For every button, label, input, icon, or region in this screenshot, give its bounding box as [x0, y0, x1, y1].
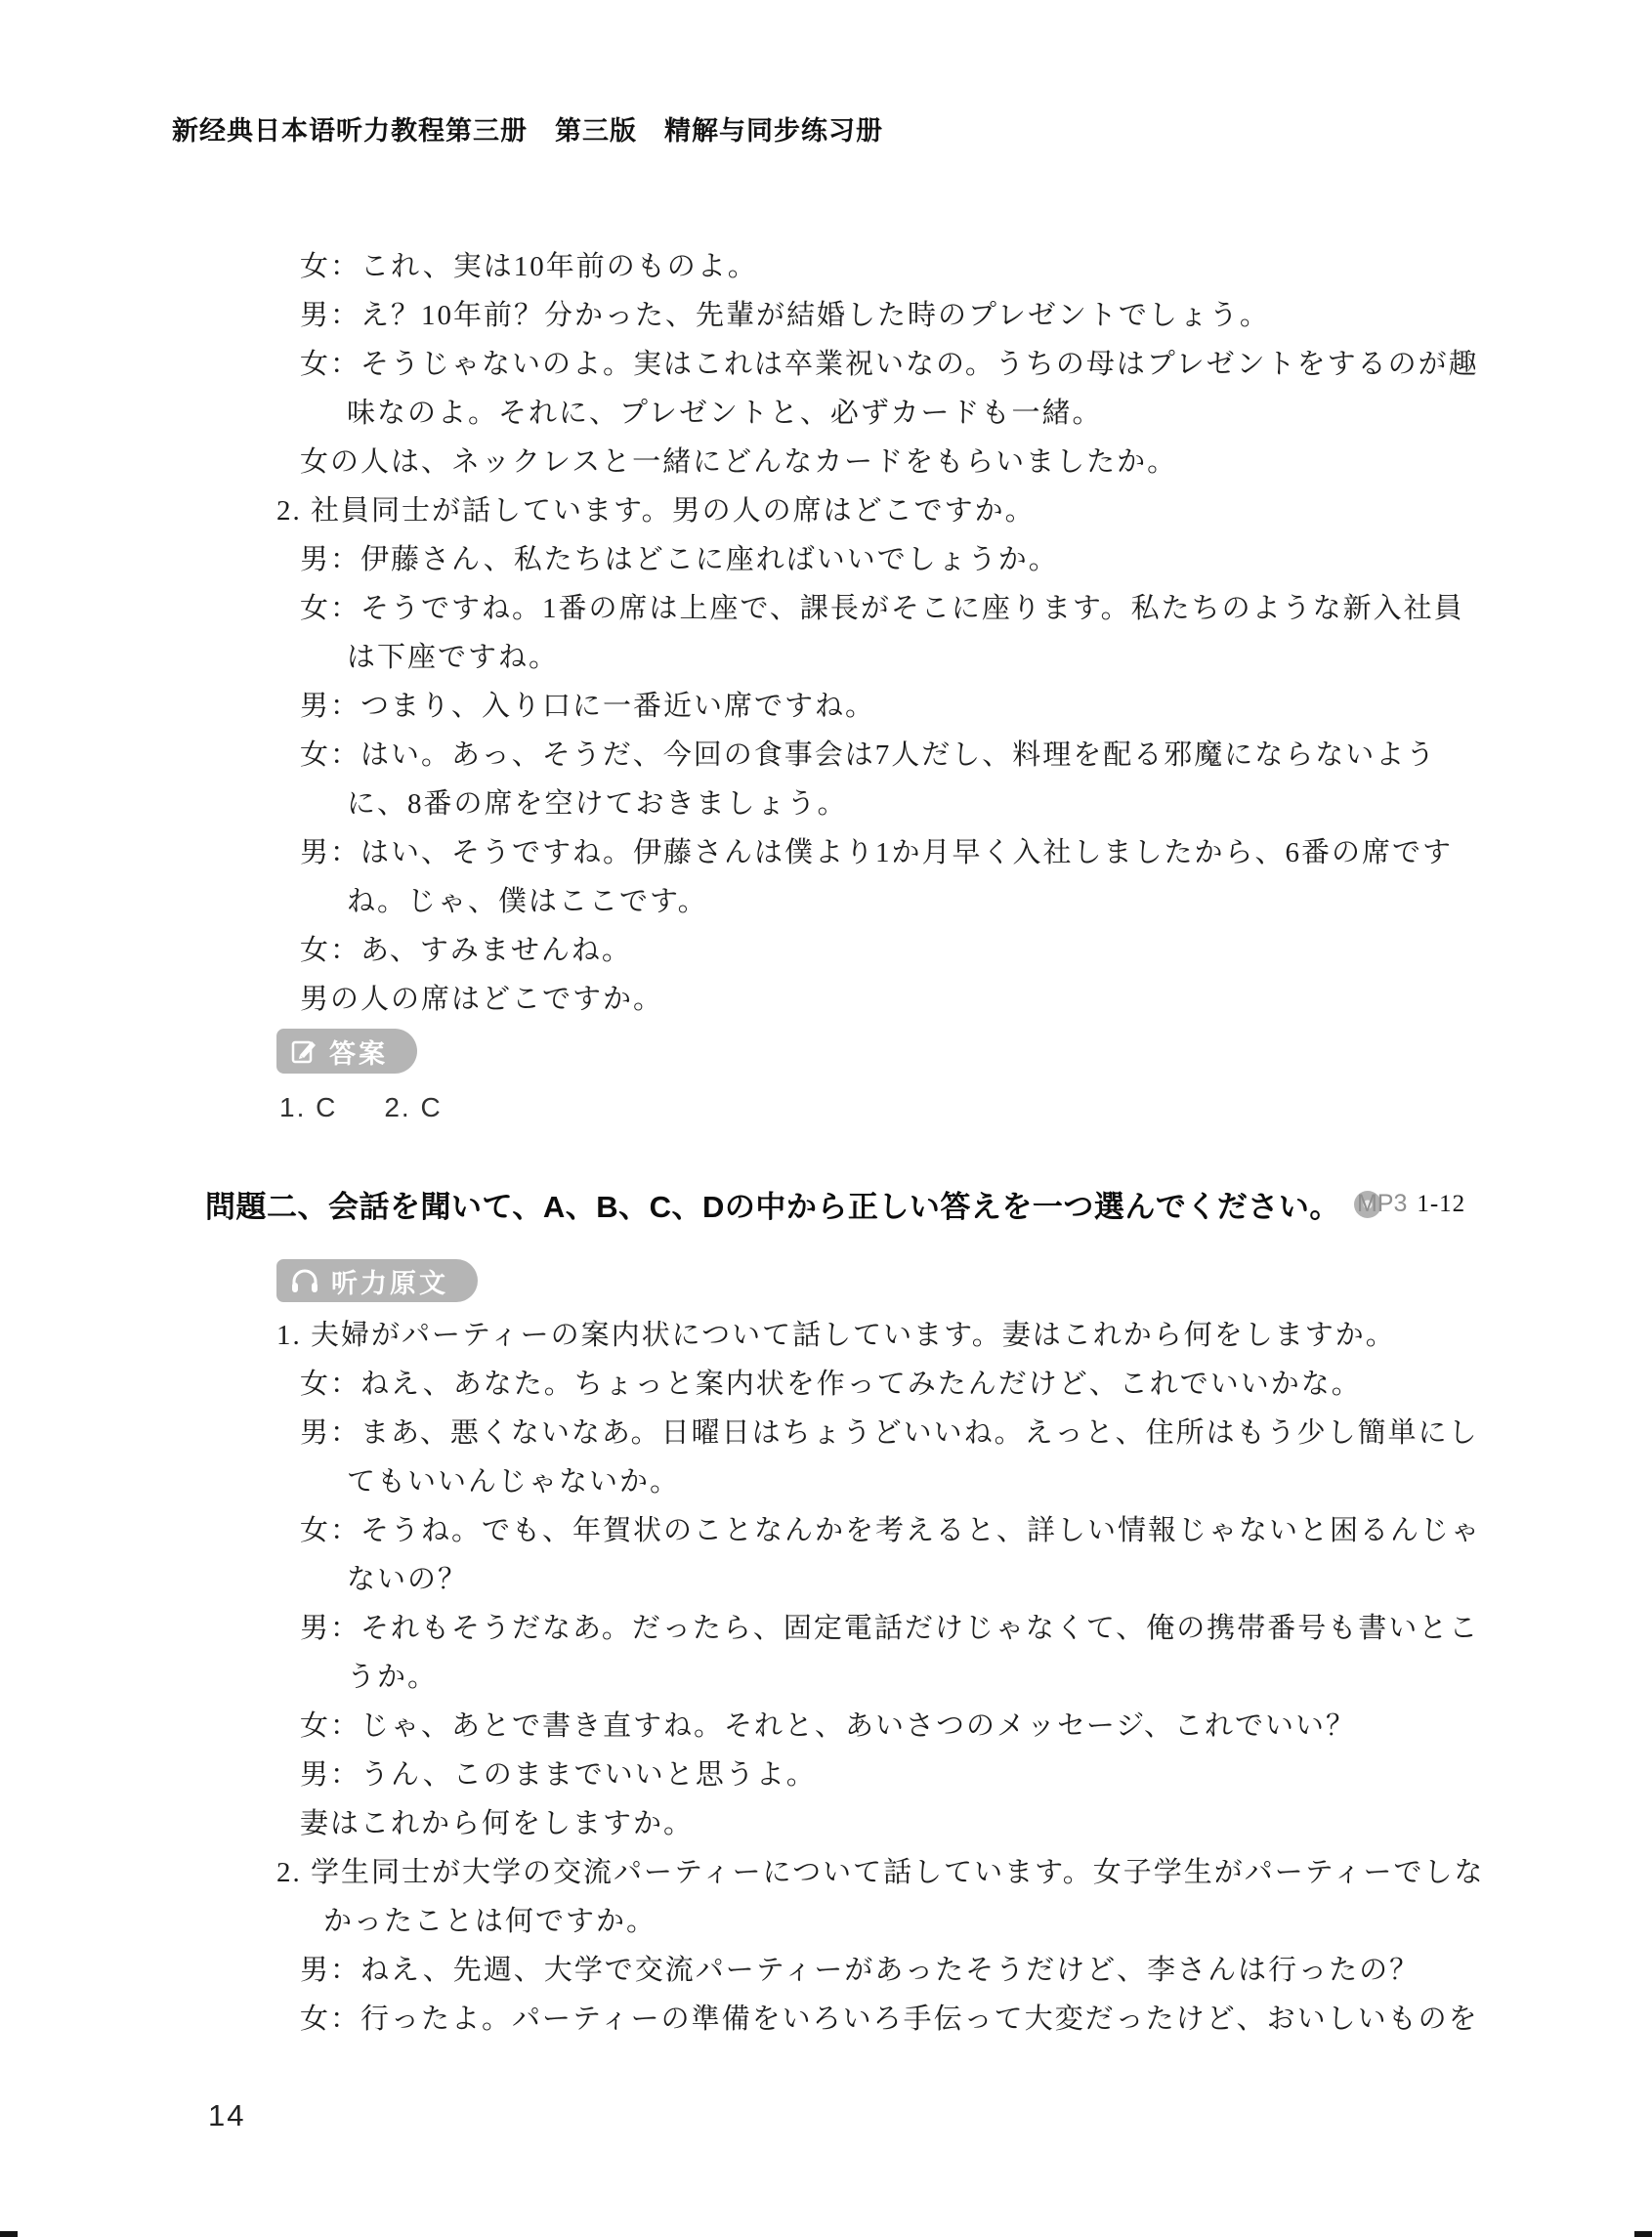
transcript-badge	[276, 1259, 478, 1302]
transcript-line: てもいいんじゃないか。	[347, 1466, 681, 1498]
section-heading	[205, 1182, 1465, 1226]
answer-badge-label: 答案	[329, 1038, 388, 1069]
transcript-line: 男：はい、そうですね。伊藤さんは僕より1か月早く入社しましたから、6番の席です	[300, 837, 1454, 868]
mp3-marker	[1354, 1190, 1465, 1218]
transcript-line: 1. 夫婦がパーティーの案内状について話しています。妻はこれから何をしますか。	[276, 1320, 1396, 1351]
transcript-line: かったことは何ですか。	[323, 1906, 657, 1937]
transcript-line: 女：ねえ、あなた。ちょっと案内状を作ってみたんだけど、これでいいかな。	[300, 1369, 1362, 1400]
transcript-line: 女：じゃ、あとで書き直すね。それと、あいさつのメッセージ、これでいい？	[300, 1710, 1356, 1742]
transcript-line: に、8番の席を空けておきましょう。	[347, 788, 848, 820]
page-number: 14	[208, 2098, 246, 2132]
transcript-block-2	[276, 1311, 1498, 2044]
answer-2: 2. C	[384, 1092, 443, 1122]
transcript-block-1	[276, 242, 1498, 1024]
transcript-line: 女：そうね。でも、年賀状のことなんかを考えると、詳しい情報じゃないと困るんじゃ	[300, 1515, 1482, 1546]
transcript-line: 男：つまり、入り口に一番近い席ですね。	[300, 691, 876, 722]
transcript-line: 2. 社員同士が話しています。男の人の席はどこですか。	[276, 495, 1036, 527]
transcript-line: ないの？	[347, 1564, 469, 1595]
transcript-line: は下座ですね。	[347, 642, 560, 673]
transcript-line: 男：それもそうだなあ。だったら、固定電話だけじゃなくて、俺の携帯番号も書いとこ	[300, 1613, 1480, 1644]
headphones-icon	[290, 1267, 319, 1294]
transcript-line: 男の人の席はどこですか。	[300, 984, 664, 1015]
transcript-badge-label: 听力原文	[331, 1268, 448, 1298]
transcript-line: 男：伊藤さん、私たちはどこに座ればいいでしょうか。	[300, 544, 1059, 575]
crop-mark-right	[1634, 2231, 1652, 2237]
crop-mark-left	[0, 2231, 18, 2237]
answers-row	[279, 1092, 443, 1123]
transcript-line: 男：うん、このままでいいと思うよ。	[300, 1759, 817, 1791]
transcript-line: 女：行ったよ。パーティーの準備をいろいろ手伝って大変だったけど、おいしいものを	[300, 2004, 1479, 2035]
transcript-line: 味なのよ。それに、プレゼントと、必ずカードも一緒。	[347, 398, 1103, 429]
transcript-line: うか。	[347, 1662, 439, 1693]
transcript-line: 女：あ、すみませんね。	[300, 935, 632, 966]
transcript-line: ね。じゃ、僕はここです。	[347, 886, 708, 917]
mp3-label: MP3	[1356, 1190, 1408, 1217]
transcript-line: 男：まあ、悪くないなあ。日曜日はちょうどいいね。えっと、住所はもう少し簡単にし	[300, 1417, 1479, 1449]
transcript-line: 男：ねえ、先週、大学で交流パーティーがあったそうだけど、李さんは行ったの？	[300, 1955, 1420, 1986]
transcript-line: 妻はこれから何をしますか。	[300, 1808, 695, 1839]
transcript-line: 女：これ、実は10年前のものよ。	[300, 251, 758, 282]
transcript-line: 2. 学生同士が大学の交流パーティーについて話しています。女子学生がパーティーでしな	[276, 1857, 1485, 1888]
transcript-line: 女：はい。あっ、そうだ、今回の食事会は7人だし、料理を配る邪魔にならないよう	[300, 739, 1437, 771]
running-head: 新经典日本语听力教程第三册 第三版 精解与同步练习册	[172, 116, 883, 146]
pen-icon	[290, 1037, 318, 1065]
transcript-line: 女：そうじゃないのよ。実はこれは卒業祝いなの。うちの母はプレゼントをするのが趣	[300, 349, 1479, 380]
answer-badge	[276, 1029, 417, 1074]
transcript-line: 男：え？10年前？分かった、先輩が結婚した時のプレゼントでしょう。	[300, 300, 1270, 331]
mp3-track-number: 1-12	[1417, 1190, 1466, 1217]
transcript-line: 女：そうですね。1番の席は上座で、課長がそこに座ります。私たちのような新入社員	[300, 593, 1464, 624]
transcript-line: 女の人は、ネックレスと一緒にどんなカードをもらいましたか。	[300, 446, 1178, 478]
answer-1: 1. C	[279, 1092, 338, 1122]
section-heading-text: 問題二、会話を聞いて、A、B、C、Dの中から正しい答えを一つ選んでください。	[205, 1190, 1340, 1224]
